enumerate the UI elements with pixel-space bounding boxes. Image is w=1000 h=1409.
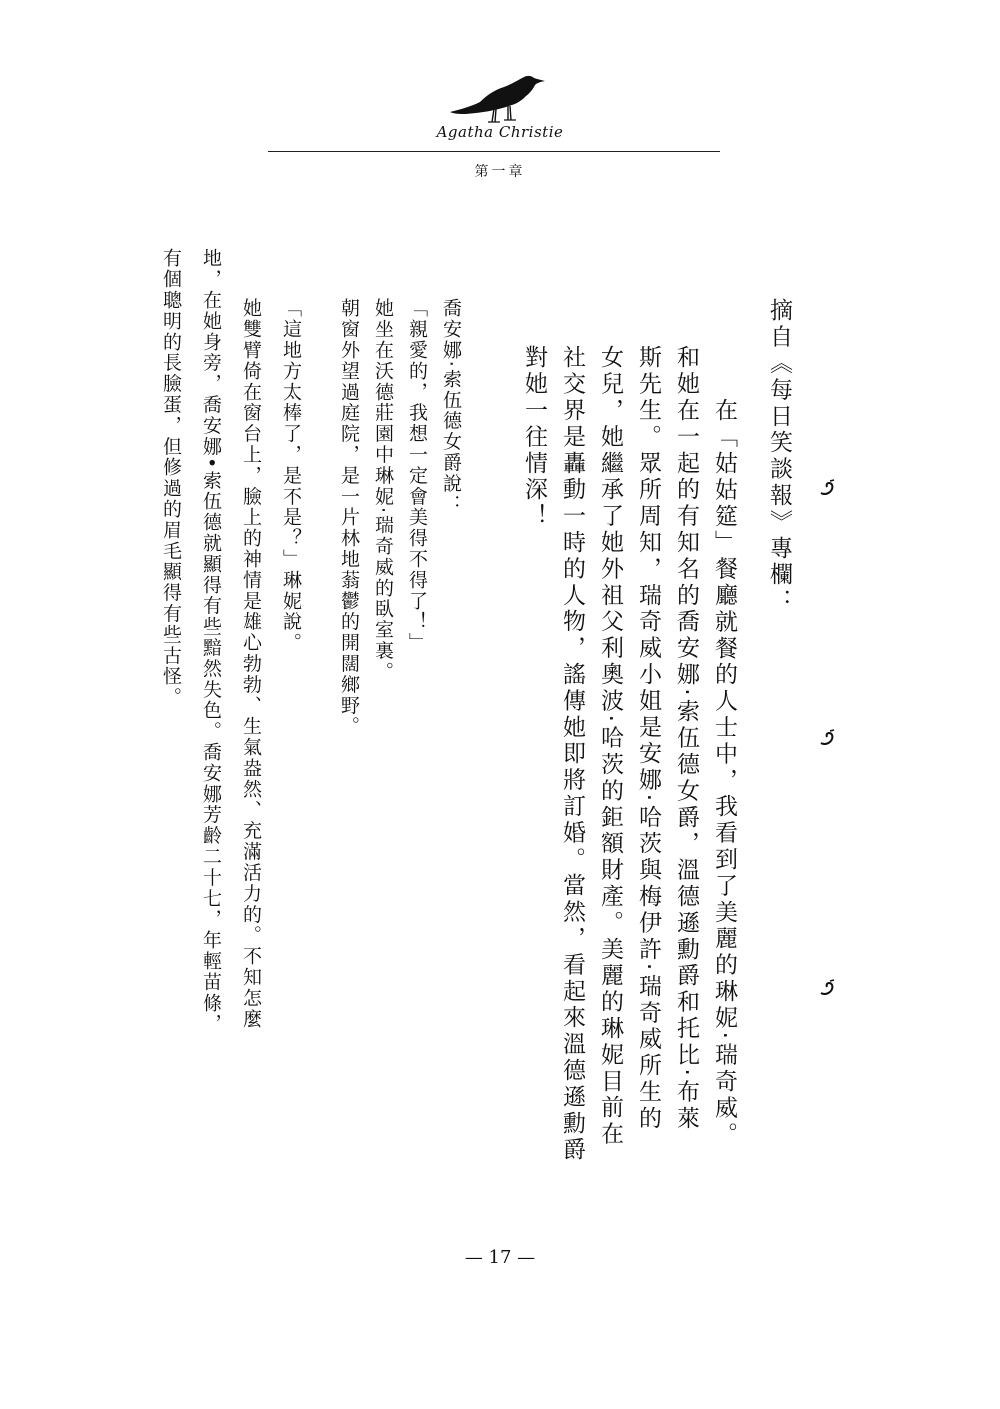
paragraph-line: 地，在她身旁，喬安娜•索伍德就顯得有些黯然失色。喬安娜芳齡二十七，年輕苗條，: [200, 248, 222, 1035]
paragraph-line: 「這地方太棒了，是不是？」琳妮說。: [280, 298, 302, 654]
paragraph-line: 女兒，她繼承了她外祖父利奧波‧哈茨的鉅額財產。美麗的琳妮目前在: [597, 345, 623, 1148]
ornament-icon: [818, 479, 836, 497]
paragraph-line: 斯先生。眾所周知，瑞奇威小姐是安娜‧哈茨與梅伊許‧瑞奇威所生的: [635, 345, 661, 1133]
paragraph-line: 朝窗外望過庭院，是一片林地蓊鬱的開闊鄉野。: [338, 298, 360, 737]
paragraph-line: 「親愛的，我想一定會美得不得了！」: [406, 298, 428, 654]
source-line: 摘自《每日笑談報》專欄：: [766, 298, 792, 615]
paragraph-line: 對她一往情深！: [521, 345, 547, 530]
paragraph-line: 社交界是轟動一時的人物，謠傳她即將訂婚。當然，看起來溫德遜勳爵: [559, 345, 585, 1164]
paragraph-line: 和她在一起的有知名的喬安娜‧索伍德女爵，溫德遜勳爵和托比‧布萊: [673, 345, 699, 1133]
ornament-icon: [818, 979, 836, 997]
paragraph-line: 在「姑姑筵」餐廳就餐的人士中，我看到了美麗的琳妮‧瑞奇威。: [711, 398, 737, 1148]
chapter-title: 第一章: [474, 164, 526, 180]
paragraph-line: 她坐在沃德莊園中琳妮‧瑞奇威的臥室裏。: [372, 298, 394, 683]
page-header: [0, 0, 1000, 190]
paragraph-line: 她雙臂倚在窗台上，臉上的神情是雄心勃勃、生氣盎然、充滿活力的。不知怎麼: [240, 298, 262, 1030]
author-name: Agatha Christie: [436, 123, 564, 141]
paragraph-line: 喬安娜‧索伍德女爵說：: [440, 298, 462, 515]
paragraph-line: 有個聰明的長臉蛋，但修過的眉毛顯得有些古怪。: [160, 248, 182, 708]
crow-logo-icon: [448, 72, 554, 124]
header-rule: [268, 151, 720, 152]
ornament-icon: [818, 729, 836, 747]
page-number: — 17 —: [464, 1247, 536, 1268]
